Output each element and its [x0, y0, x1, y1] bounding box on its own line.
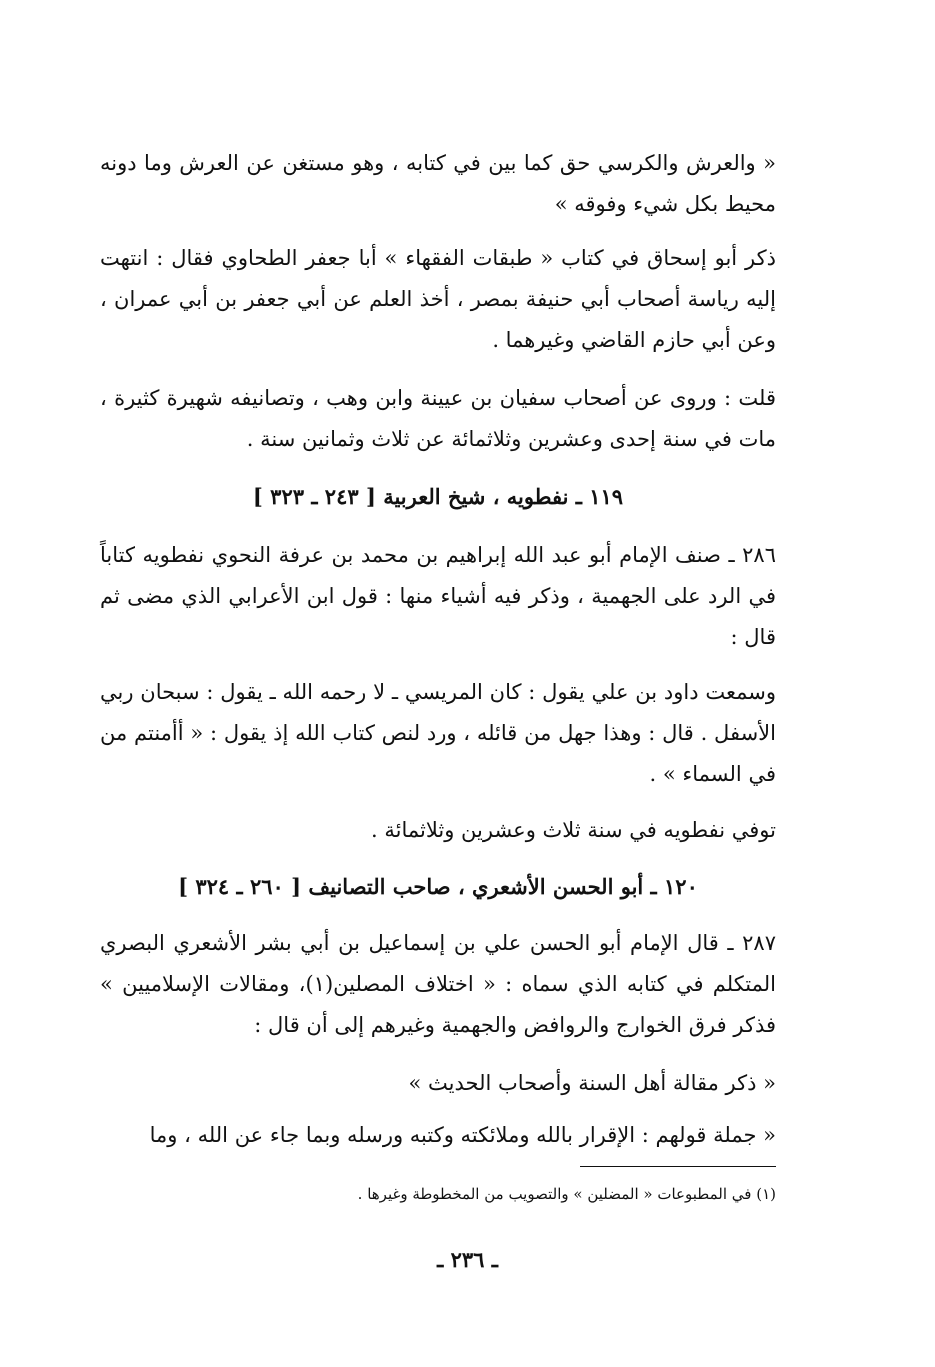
section-heading-ashari: ١٢٠ ـ أبو الحسن الأشعري ، صاحب التصانيف [ ٢٦٠ ـ ٣٢٤ ] [178, 874, 698, 899]
page-number: ـ ٢٣٦ ـ [437, 1247, 498, 1272]
paragraph-286: ٢٨٦ ـ صنف الإمام أبو عبد الله إبراهيم بن محمد بن عرفة النحوي نفطويه كتاباً في الرد على الجهمية ، وذكر فيه أشياء منها : قول ابن الأعرابي الذي مضى ثم قال : [100, 543, 776, 649]
paragraph-dawud: وسمعت داود بن علي يقول : كان المريسي ـ لا رحمه الله ـ يقول : سبحان ربي الأسفل . قال : وهذا جهل من قائله ، ورد لنص كتاب الله إذ يقول : « أأمنتم من في السماء » . [100, 680, 776, 786]
paragraph-summary-beliefs: « جملة قولهم : الإقرار بالله وملائكته وكتبه ورسله وبما جاء عن الله ، وما [149, 1123, 776, 1147]
paragraph-death-niftawayh: توفي نفطويه في سنة ثلاث وعشرين وثلاثمائة . [371, 818, 776, 842]
paragraph-tahawi-note: قلت : وروى عن أصحاب سفيان بن عيينة وابن وهب ، وتصانيفه شهيرة كثيرة ، مات في سنة إحدى وعشرين وثلاثمائة عن ثلاث وثمانين سنة . [100, 386, 776, 451]
paragraph-throne: « والعرش والكرسي حق كما بين في كتابه ، وهو مستغن عن العرش وما دونه محيط بكل شيء وفوقه » [100, 151, 776, 216]
footnote: (١) في المطبوعات « المضلين » والتصويب من المخطوطة وغيرها . [357, 1185, 776, 1203]
paragraph-tahawi: ذكر أبو إسحاق في كتاب « طبقات الفقهاء » أبا جعفر الطحاوي فقال : انتهت إليه رياسة أصحاب أبي حنيفة بمصر ، أخذ العلم عن أبي جعفر بن أبي عمران ، وعن أبي حازم القاضي وغيرهما . [100, 246, 776, 352]
quote-heading-ahl-sunna: « ذكر مقالة أهل السنة وأصحاب الحديث » [408, 1071, 776, 1095]
paragraph-287: ٢٨٧ ـ قال الإمام أبو الحسن علي بن إسماعيل بن أبي بشر الأشعري البصري المتكلم في كتابه الذي سماه : « اختلاف المصلين(١)، ومقالات الإسلاميين » فذكر فرق الخوارج والروافض والجهمية وغيرهم إلى أن قال : [100, 931, 776, 1037]
section-heading-niftawayh: ١١٩ ـ نفطويه ، شيخ العربية [ ٢٤٣ ـ ٣٢٣ ] [252, 484, 624, 509]
footnote-divider [580, 1166, 776, 1167]
